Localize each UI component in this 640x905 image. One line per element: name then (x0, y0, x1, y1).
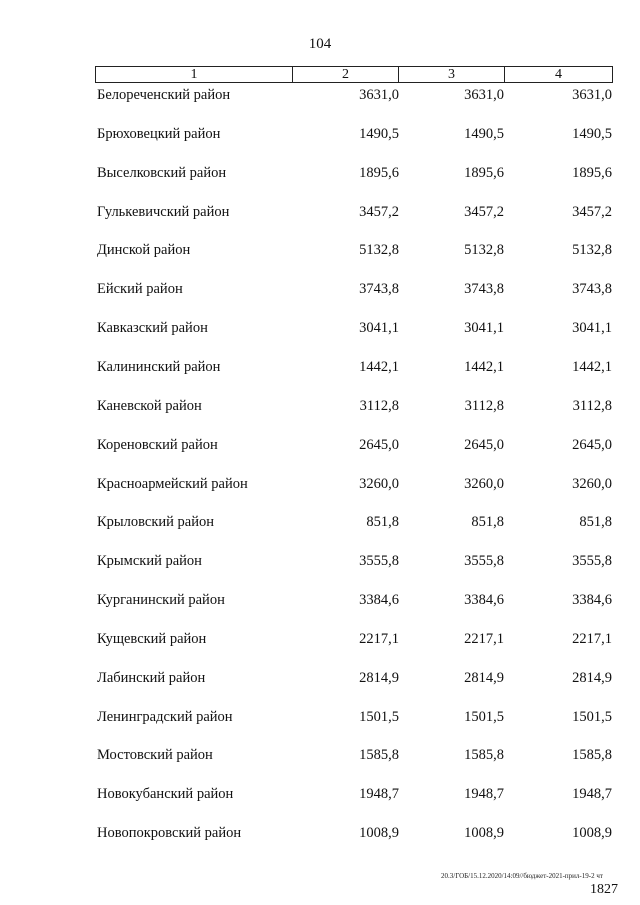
value-col-2: 3631,0 (359, 87, 399, 103)
table-row (0, 240, 640, 260)
header-col-3: 3 (399, 67, 505, 82)
header-col-1: 1 (96, 67, 293, 82)
value-col-2: 2217,1 (359, 630, 399, 647)
value-col-3: 3743,8 (464, 281, 504, 298)
value-col-2: 1895,6 (359, 164, 399, 181)
value-col-2: 3041,1 (359, 320, 399, 337)
value-col-2: 3743,8 (359, 281, 399, 298)
district-name: Калининский район (97, 358, 221, 375)
value-col-4: 2217,1 (572, 630, 612, 647)
value-col-2: 2645,0 (359, 436, 399, 453)
table-row (0, 318, 640, 338)
value-col-2: 1442,1 (359, 358, 399, 375)
value-col-2: 1501,5 (359, 708, 399, 725)
value-col-4: 5132,8 (572, 242, 612, 259)
district-name: Крымский район (97, 553, 202, 570)
district-name: Мостовский район (97, 747, 213, 764)
table-row (0, 357, 640, 377)
value-col-3: 3041,1 (464, 320, 504, 337)
value-col-3: 1895,6 (464, 164, 504, 181)
value-col-4: 1585,8 (572, 747, 612, 764)
value-col-3: 2217,1 (464, 630, 504, 647)
district-name: Выселковский район (97, 164, 227, 181)
district-name: Крыловский район (97, 514, 214, 531)
table-row (0, 668, 640, 688)
value-col-3: 2814,9 (464, 669, 504, 686)
value-col-2: 5132,8 (359, 242, 399, 259)
table-row (0, 163, 640, 183)
district-name: Красноармейский район (97, 475, 248, 492)
value-col-2: 1008,9 (359, 825, 399, 842)
district-name: Ленинградский район (97, 708, 233, 725)
document-code: 20.3/ГОБ/15.12.2020/14:09//бюджет-2021-прил-19-2 чт (441, 872, 603, 880)
value-col-4: 3384,6 (572, 592, 612, 609)
value-col-2: 1585,8 (359, 747, 399, 764)
table-row (0, 85, 640, 105)
value-col-4: 3457,2 (572, 203, 612, 220)
value-col-2: 851,8 (366, 514, 399, 531)
table-row (0, 474, 640, 494)
value-col-3: 3457,2 (464, 203, 504, 220)
district-name: Лабинский район (97, 669, 206, 686)
value-col-4: 3555,8 (572, 553, 612, 570)
header-col-2: 2 (293, 67, 399, 82)
district-name: Ейский район (97, 281, 183, 298)
value-col-3: 1585,8 (464, 747, 504, 764)
table-row (0, 279, 640, 299)
header-col-4: 4 (555, 67, 562, 82)
value-col-4: 1490,5 (572, 125, 612, 142)
sheet-number: 1827 (590, 882, 618, 897)
value-col-3: 5132,8 (464, 242, 504, 259)
table-row (0, 784, 640, 804)
value-col-3: 3260,0 (464, 475, 504, 492)
table-row (0, 124, 640, 144)
value-col-2: 2814,9 (359, 669, 399, 686)
district-name: Каневской район (97, 397, 202, 414)
value-col-4: 1442,1 (572, 358, 612, 375)
value-col-2: 3457,2 (359, 203, 399, 220)
value-col-4: 1008,9 (572, 825, 612, 842)
value-col-3: 1490,5 (464, 125, 504, 142)
value-col-4: 851,8 (579, 514, 612, 531)
table-row (0, 823, 640, 843)
value-col-3: 1008,9 (464, 825, 504, 842)
district-name: Кореновский район (97, 436, 218, 453)
value-col-3: 2645,0 (464, 436, 504, 453)
value-col-3: 1948,7 (464, 786, 504, 803)
value-col-4: 3041,1 (572, 320, 612, 337)
value-col-3: 3631,0 (464, 87, 504, 103)
table-row (0, 202, 640, 222)
table-row (0, 396, 640, 416)
district-name: Динской район (97, 242, 191, 259)
value-col-4: 3743,8 (572, 281, 612, 298)
value-col-2: 3260,0 (359, 475, 399, 492)
table-row (0, 551, 640, 571)
district-name: Кущевский район (97, 630, 207, 647)
district-name: Гулькевичский район (97, 203, 230, 220)
value-col-3: 1442,1 (464, 358, 504, 375)
value-col-2: 1490,5 (359, 125, 399, 142)
table-row (0, 512, 640, 532)
value-col-4: 1948,7 (572, 786, 612, 803)
table-row (0, 707, 640, 727)
table-row (0, 435, 640, 455)
district-name: Белореченский район (97, 87, 231, 103)
page-number: 104 (308, 36, 332, 52)
value-col-4: 1501,5 (572, 708, 612, 725)
value-col-4: 3631,0 (572, 87, 612, 103)
value-col-4: 1895,6 (572, 164, 612, 181)
value-col-3: 1501,5 (464, 708, 504, 725)
district-name: Новопокровский район (97, 825, 242, 842)
value-col-4: 2814,9 (572, 669, 612, 686)
district-name: Новокубанский район (97, 786, 234, 803)
district-name: Брюховецкий район (97, 125, 221, 142)
value-col-2: 3555,8 (359, 553, 399, 570)
district-name: Кавказский район (97, 320, 208, 337)
district-name: Курганинский район (97, 592, 225, 609)
table-row (0, 590, 640, 610)
value-col-4: 2645,0 (572, 436, 612, 453)
value-col-2: 3112,8 (359, 397, 399, 414)
value-col-2: 3384,6 (359, 592, 399, 609)
value-col-3: 851,8 (471, 514, 504, 531)
value-col-4: 3260,0 (572, 475, 612, 492)
value-col-3: 3384,6 (464, 592, 504, 609)
value-col-3: 3112,8 (464, 397, 504, 414)
value-col-4: 3112,8 (572, 397, 612, 414)
table-row (0, 629, 640, 649)
value-col-3: 3555,8 (464, 553, 504, 570)
table-row (0, 745, 640, 765)
value-col-2: 1948,7 (359, 786, 399, 803)
